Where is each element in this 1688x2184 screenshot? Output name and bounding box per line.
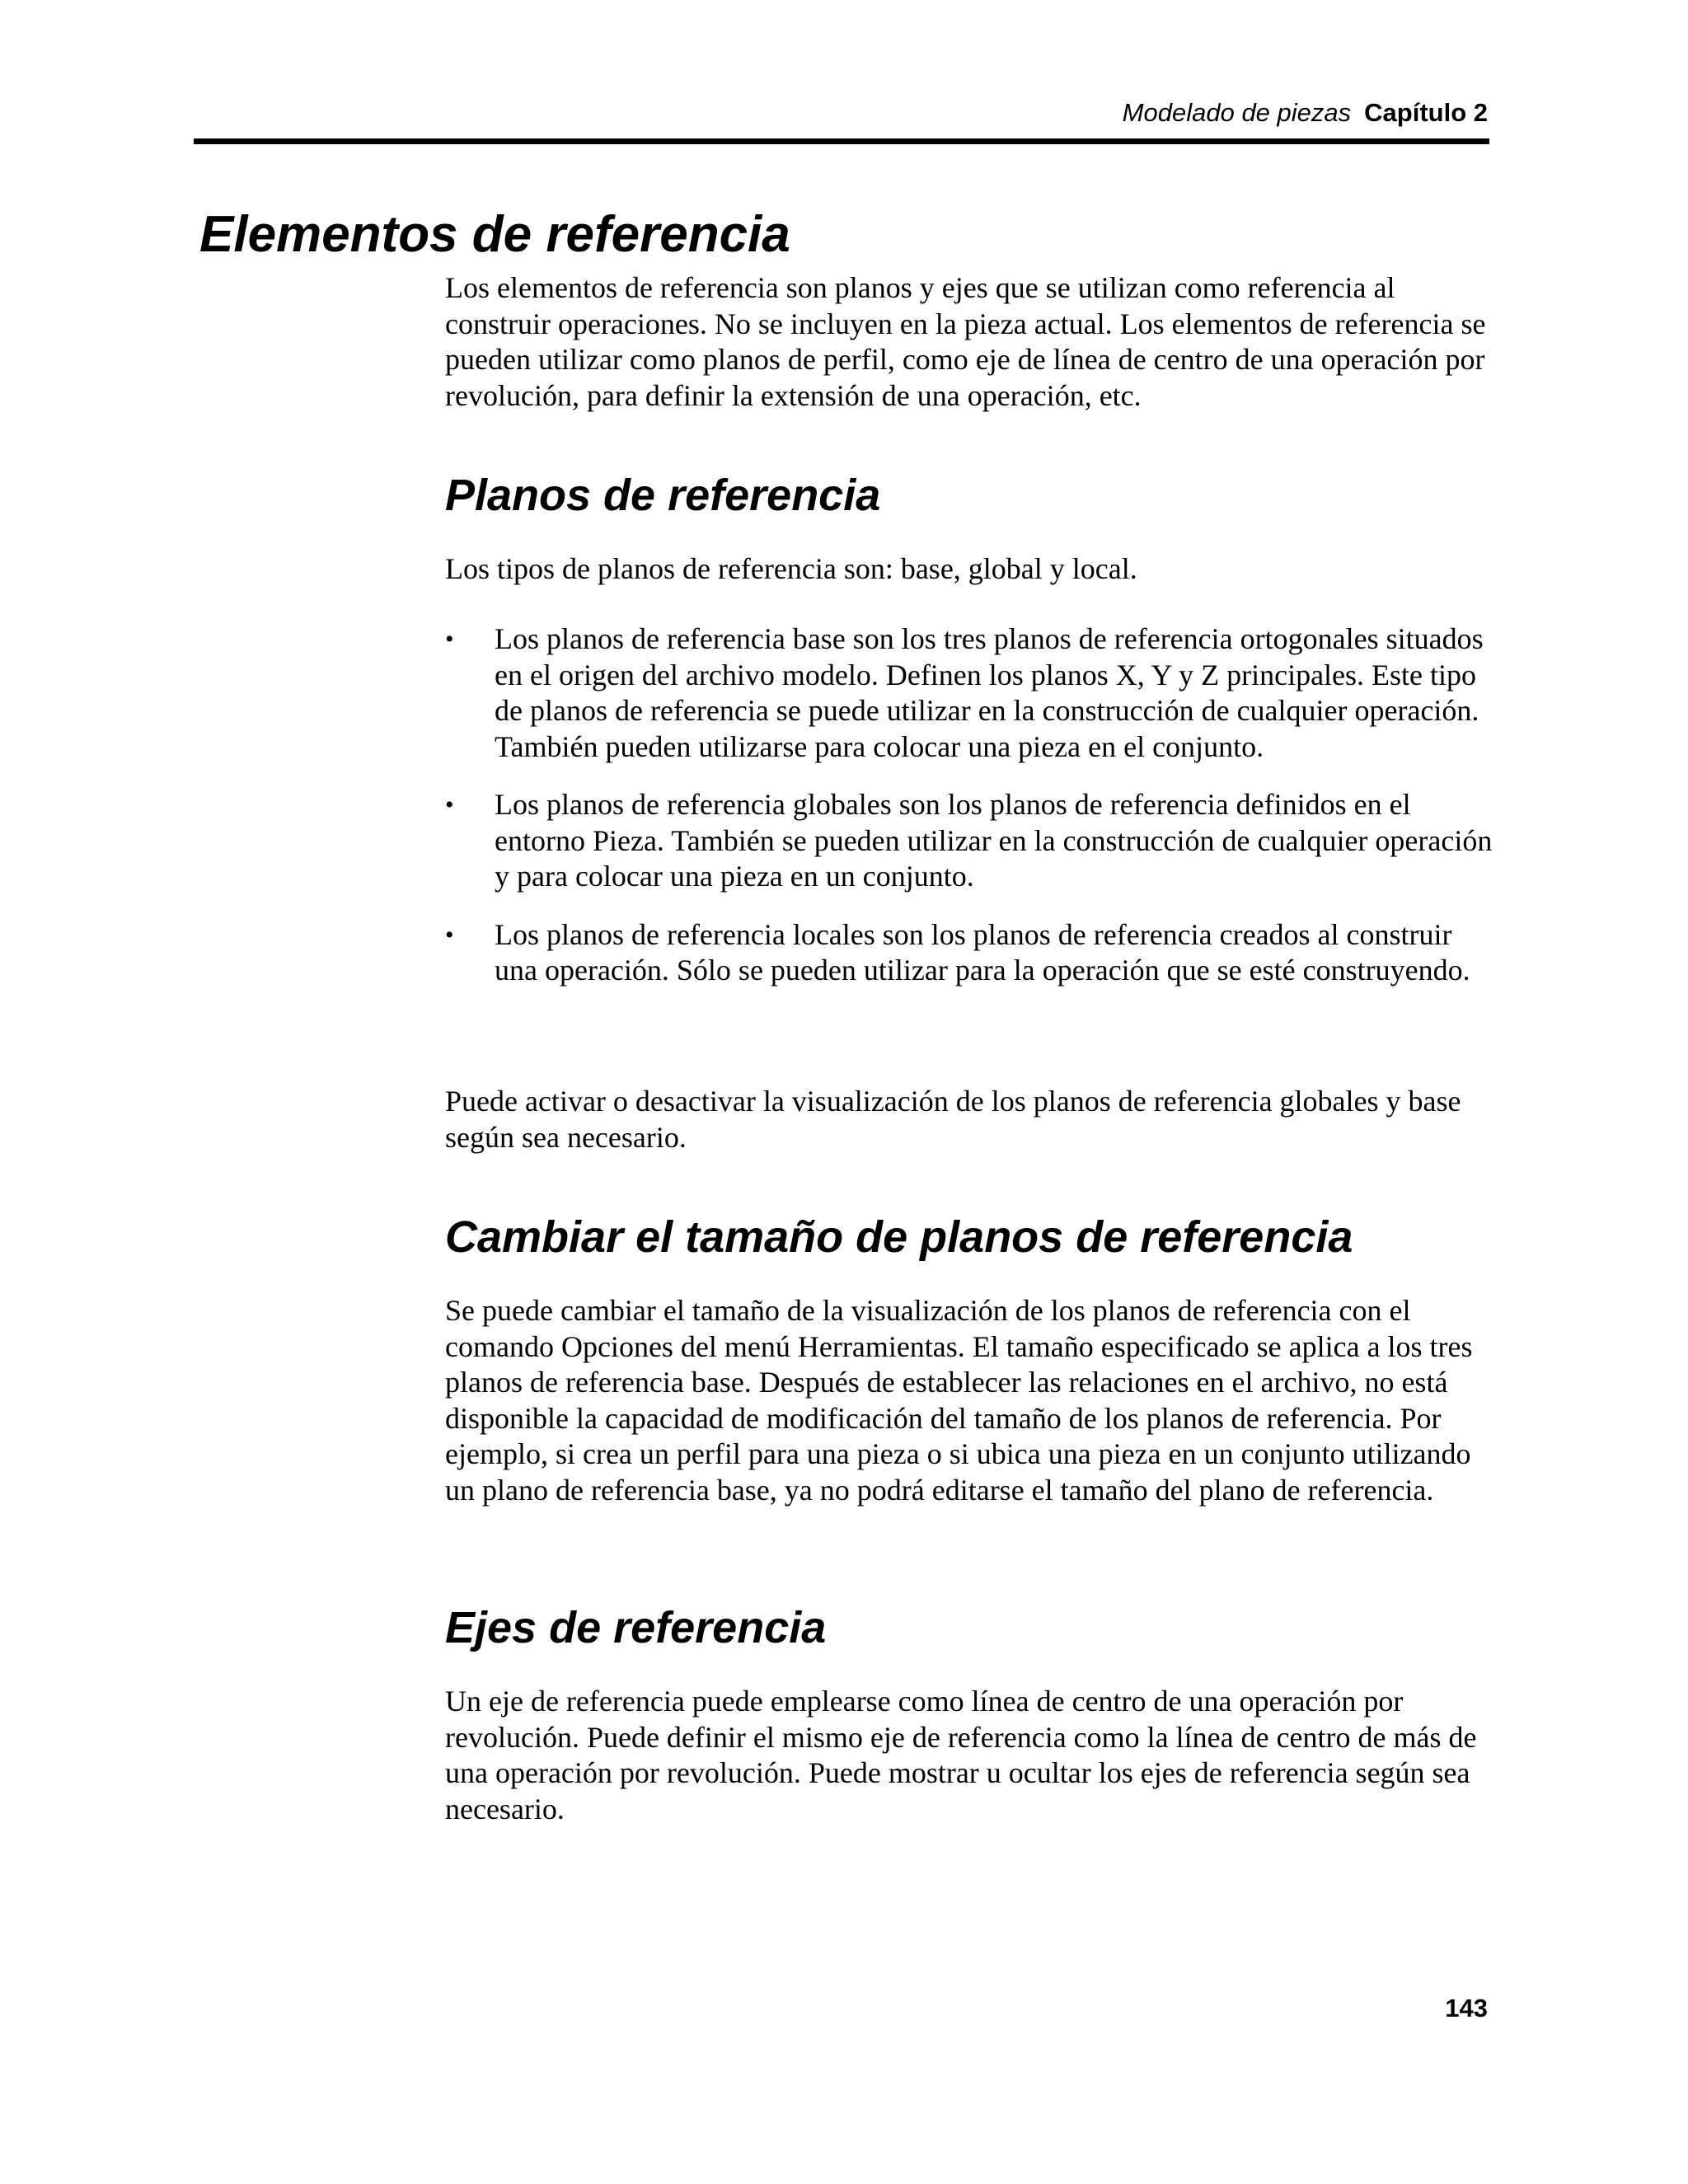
bullet-marker: •: [445, 921, 454, 949]
list-item: [445, 621, 1496, 765]
header-rule: [194, 138, 1489, 144]
section-heading-planos: Planos de referencia: [445, 471, 881, 520]
page-number: 143: [1445, 1994, 1488, 2022]
page-title: Elementos de referencia: [199, 206, 790, 263]
list-item-text: Los planos de referencia base son los tres planos de referencia ortogonales situados en el origen del archivo modelo. Definen los planos X, Y y Z principales. Este tipo de planos de referencia se puede utilizar en la construcción de cualquier operación. También pueden utilizarse para colocar una pieza en el conjunto.: [495, 622, 1484, 763]
planos-bullet-list: [445, 621, 1496, 989]
list-item: [445, 917, 1496, 989]
bullet-marker: •: [445, 791, 454, 818]
bullet-marker: •: [445, 626, 454, 653]
ejes-paragraph: Un eje de referencia puede emplearse como línea de centro de una operación por revolución. Puede definir el mismo eje de referencia como la línea de centro de más de una operación por revolución. Puede mostrar u ocultar los ejes de referencia según sea necesario.: [445, 1685, 1477, 1825]
list-item: [445, 787, 1496, 895]
running-header: [198, 97, 1488, 129]
intro-paragraph: Los elementos de referencia son planos y ejes que se utilizan como referencia al construir operaciones. No se incluyen en la pieza actual. Los elementos de referencia se pueden utilizar como planos de perfil, como eje de línea de centro de una operación por revolución, para definir la extensión de una operación, etc.: [445, 271, 1486, 412]
planos-intro-paragraph: Los tipos de planos de referencia son: base, global y local.: [445, 552, 1137, 585]
section-heading-ejes: Ejes de referencia: [445, 1603, 827, 1652]
cambiar-tamano-paragraph: Se puede cambiar el tamaño de la visualización de los planos de referencia con el comando Opciones del menú Herramientas. El tamaño especificado se aplica a los tres planos de referencia base. Después de establecer las relaciones en el archivo, no está disponible la capacidad de modificación del tamaño de los planos de referencia. Por ejemplo, si crea un perfil para una pieza o si ubica una pieza en un conjunto utilizando un plano de referencia base, ya no podrá editarse el tamaño del plano de referencia.: [445, 1294, 1473, 1507]
list-item-text: Los planos de referencia globales son los planos de referencia definidos en el entorno Pieza. También se pueden utilizar en la construcción de cualquier operación y para colocar una pieza en un conjunto.: [495, 788, 1493, 893]
running-header-chapter-label: Capítulo 2: [1364, 98, 1488, 127]
list-item-text: Los planos de referencia locales son los planos de referencia creados al construir una operación. Sólo se pueden utilizar para la operación que se esté construyendo.: [495, 917, 1470, 987]
running-header-section-title: Modelado de piezas: [1122, 98, 1352, 127]
section-heading-cambiar-tamano: Cambiar el tamaño de planos de referencia: [445, 1212, 1353, 1262]
planos-closing-paragraph: Puede activar o desactivar la visualización de los planos de referencia globales y base según sea necesario.: [445, 1085, 1461, 1154]
